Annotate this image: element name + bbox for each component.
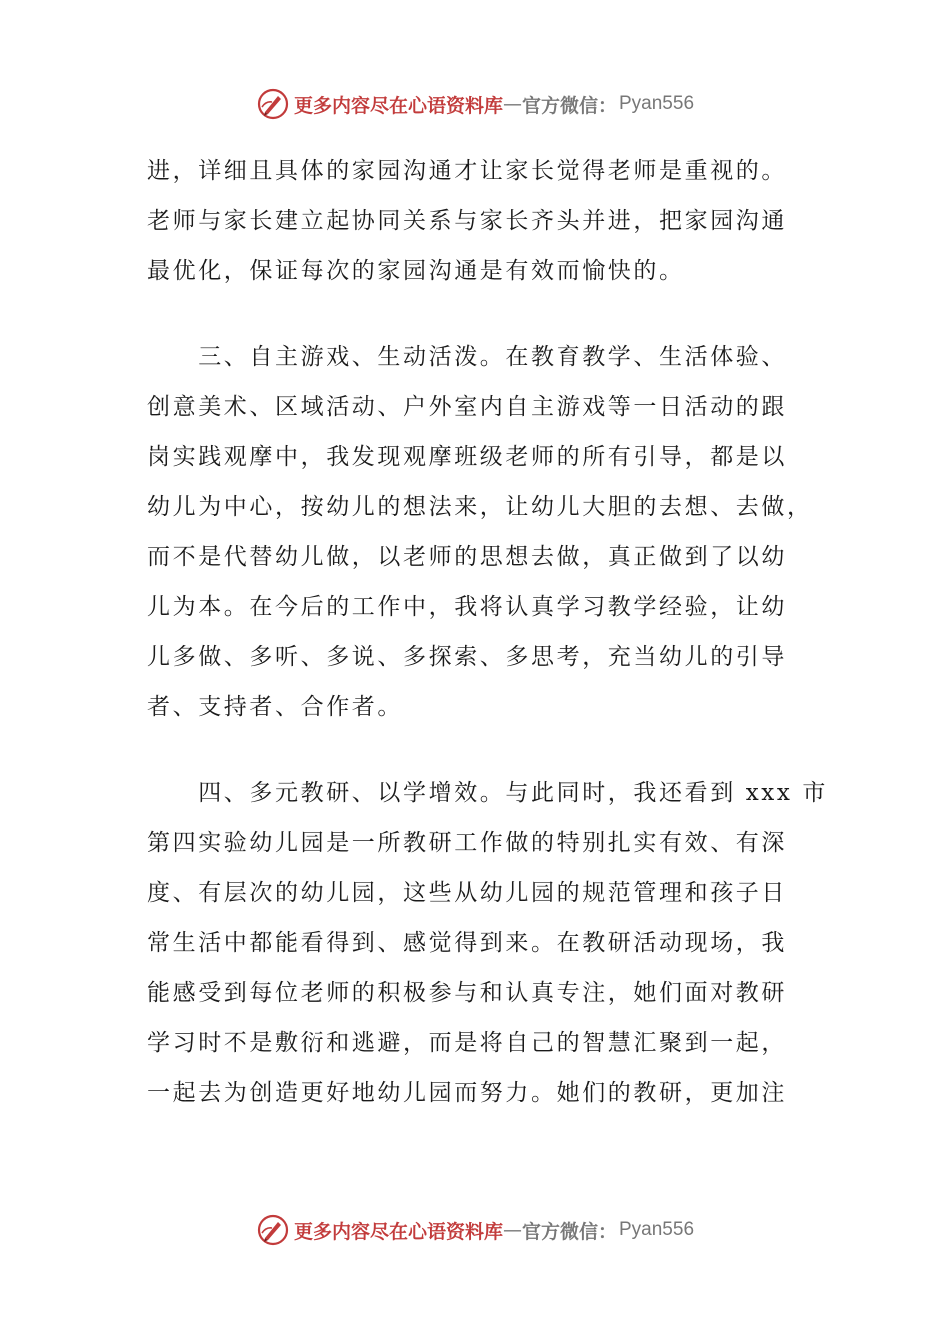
paragraph-3	[147, 768, 828, 1118]
text-line: 儿为本。在今后的工作中，我将认真学习教学经验，让幼	[147, 594, 787, 620]
banner-separator: —	[502, 1219, 522, 1241]
text-line: 学习时不是敷衍和逃避，而是将自己的智慧汇聚到一起，	[147, 1030, 787, 1056]
banner-wechat-label: 官方微信：	[521, 94, 617, 117]
banner-site-name: 更多内容尽在心语资料库	[293, 1220, 503, 1243]
banner-wechat-label: 官方微信：	[521, 1220, 617, 1243]
text-line: 创意美术、区域活动、户外室内自主游戏等一日活动的跟	[147, 394, 787, 420]
pen-logo-icon	[256, 1213, 290, 1247]
text-line: 幼儿为中心，按幼儿的想法来，让幼儿大胆的去想、去做，	[147, 494, 813, 520]
text-line: 老师与家长建立起协同关系与家长齐头并进，把家园沟通	[147, 208, 787, 234]
banner-site-name: 更多内容尽在心语资料库	[293, 94, 503, 117]
text-line: 一起去为创造更好地幼儿园而努力。她们的教研，更加注	[147, 1080, 787, 1106]
text-line: 常生活中都能看得到、感觉得到来。在教研活动现场，我	[147, 930, 787, 956]
text-line: 儿多做、多听、多说、多探索、多思考，充当幼儿的引导	[147, 644, 787, 670]
text-line: 第四实验幼儿园是一所教研工作做的特别扎实有效、有深	[147, 830, 787, 856]
document-body	[147, 146, 828, 1118]
text-line: 进，详细且具体的家园沟通才让家长觉得老师是重视的。	[147, 158, 787, 184]
paragraph-1	[147, 146, 807, 296]
header-banner	[0, 84, 950, 124]
banner-wechat-id: Pyan556	[619, 1219, 695, 1240]
paragraph-2	[147, 332, 813, 732]
footer-banner	[0, 1210, 950, 1250]
banner-wechat-id: Pyan556	[619, 93, 695, 114]
text-line: 度、有层次的幼儿园，这些从幼儿园的规范管理和孩子日	[147, 880, 787, 906]
text-line: 而不是代替幼儿做，以老师的思想去做，真正做到了以幼	[147, 544, 787, 570]
text-line: 能感受到每位老师的积极参与和认真专注，她们面对教研	[147, 980, 787, 1006]
text-line: 三、自主游戏、生动活泼。在教育教学、生活体验、	[147, 344, 787, 370]
text-line: 者、支持者、合作者。	[147, 694, 403, 720]
banner-separator: —	[502, 93, 522, 115]
text-line: 最优化，保证每次的家园沟通是有效而愉快的。	[147, 258, 685, 284]
text-line: 四、多元教研、以学增效。与此同时，我还看到 xxx 市	[147, 780, 828, 806]
text-line: 岗实践观摩中，我发现观摩班级老师的所有引导，都是以	[147, 444, 787, 470]
pen-logo-icon	[256, 87, 290, 121]
